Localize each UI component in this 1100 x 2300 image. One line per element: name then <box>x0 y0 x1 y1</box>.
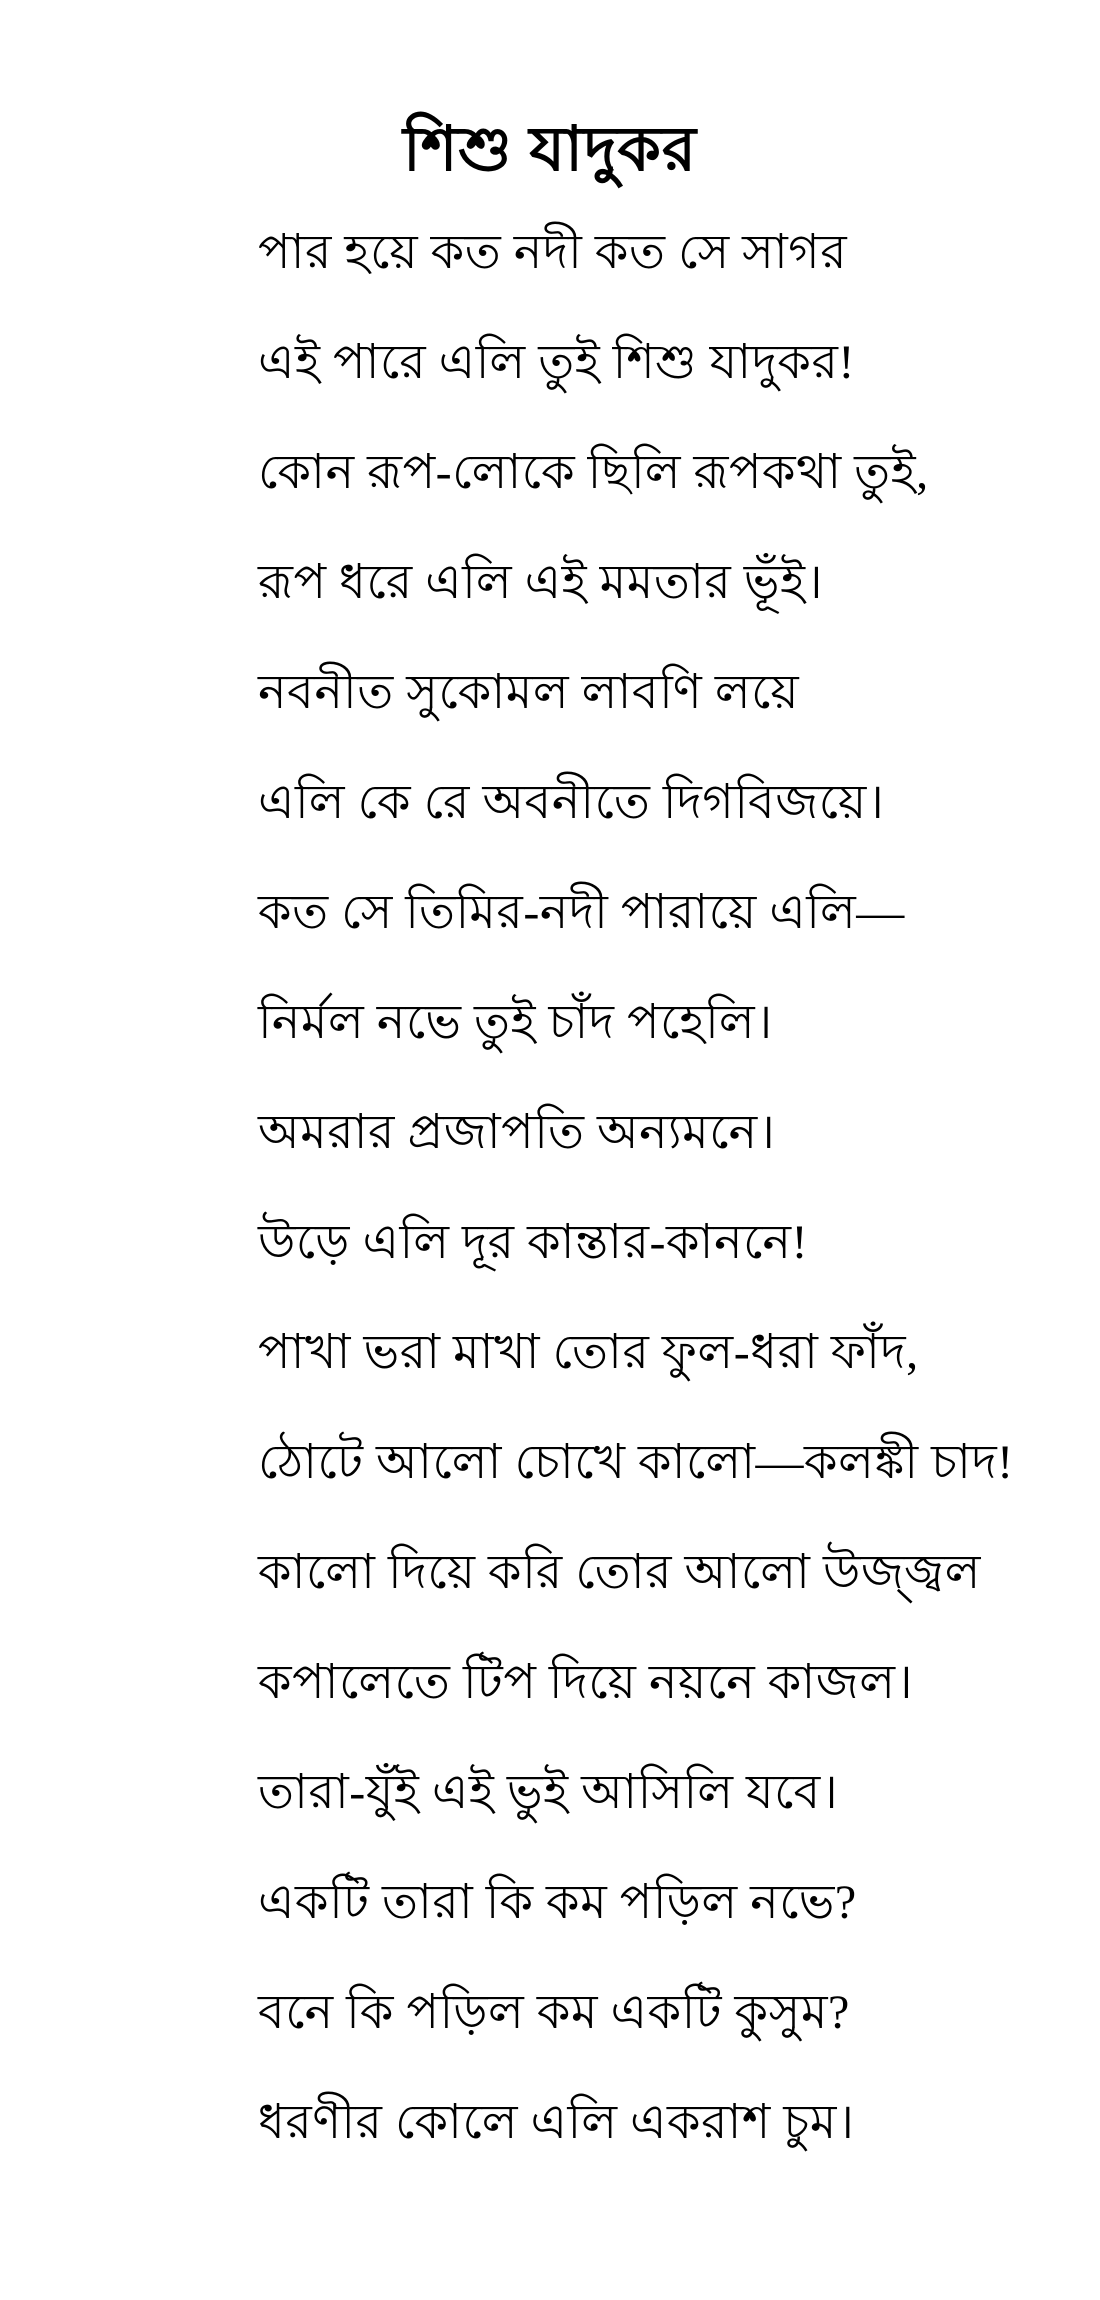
poem-line: তারা-যুঁই এই ভুই আসিলি যবে। <box>258 1765 839 1819</box>
poem-line: এই পারে এলি তুই শিশু যাদুকর! <box>258 335 855 389</box>
poem-line: একটি তারা কি কম পড়িল নভে? <box>258 1875 857 1929</box>
poem-line: উড়ে এলি দূর কান্তার-কাননে! <box>258 1215 809 1269</box>
poem-body <box>258 200 1060 2180</box>
poem-line: ধরণীর কোলে এলি একরাশ চুম। <box>258 2095 855 2149</box>
poem-line: ঠোটে আলো চোখে কালো—কলঙ্কী চাদ! <box>258 1435 1014 1489</box>
poem-line: নবনীত সুকোমল লাবণি লয়ে <box>258 665 800 719</box>
poem-line: রূপ ধরে এলি এই মমতার ভূঁই। <box>258 555 824 609</box>
poem-line: কোন রূপ-লোকে ছিলি রূপকথা তুই, <box>258 445 929 499</box>
poem-line: কপালেতে টিপ দিয়ে নয়নে কাজল। <box>258 1655 914 1709</box>
poem-line: কত সে তিমির-নদী পারায়ে এলি— <box>258 885 905 939</box>
poem-line: নির্মল নভে তুই চাঁদ পহেলি। <box>258 995 773 1049</box>
poem-title: শিশু যাদুকর <box>402 116 698 184</box>
poem-line: কালো দিয়ে করি তোর আলো উজ্জ্বল <box>258 1545 981 1599</box>
poem-line: এলি কে রে অবনীতে দিগবিজয়ে। <box>258 775 885 829</box>
poem-line: পাখা ভরা মাখা তোর ফুল-ধরা ফাঁদ, <box>258 1325 919 1379</box>
poem-line: অমরার প্রজাপতি অন্যমনে। <box>258 1105 776 1159</box>
poem-line: বনে কি পড়িল কম একটি কুসুম? <box>258 1985 850 2039</box>
poem-line: পার হয়ে কত নদী কত সে সাগর <box>258 225 848 279</box>
